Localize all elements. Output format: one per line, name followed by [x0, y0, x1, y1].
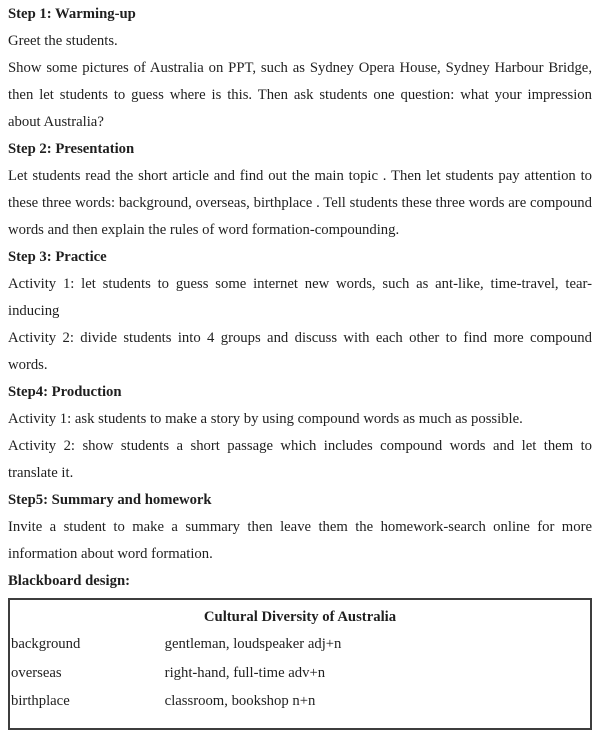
- blackboard-examples: gentleman, loudspeaker adj+n: [164, 636, 342, 652]
- blackboard-row: [10, 659, 590, 688]
- blackboard-title: Cultural Diversity of Australia: [203, 609, 397, 625]
- heading-step-1: Step 1: Warming-up: [8, 6, 136, 22]
- blackboard-term: birthplace: [11, 693, 70, 710]
- paragraph-practice-activity-1: Activity 1: let students to guess some internet new words, such as ant-like, time-travel, tear-inducing: [8, 276, 592, 319]
- paragraph-greet: Greet the students.: [8, 33, 118, 49]
- heading-step-3: Step 3: Practice: [8, 249, 107, 265]
- blackboard-examples: classroom, bookshop n+n: [164, 693, 316, 710]
- heading-step-5: Step5: Summary and homework: [8, 492, 212, 508]
- blackboard-term: background: [11, 636, 81, 652]
- heading-step-2: Step 2: Presentation: [8, 141, 135, 157]
- blackboard-examples: right-hand, full-time adv+n: [164, 664, 326, 681]
- blackboard-box: [8, 598, 592, 730]
- paragraph-summary-homework: Invite a student to make a summary then leave them the homework-search online for more information about word formation.: [8, 519, 592, 562]
- heading-blackboard-design: Blackboard design:: [8, 573, 131, 589]
- paragraph-presentation: Let students read the short article and find out the main topic . Then let students pay attention to these three words: background, overseas, birthplace . Tell students these three words are compound words and then explain the rules of word formation-compounding.: [8, 168, 592, 238]
- blackboard-term: overseas: [11, 664, 62, 681]
- paragraph-production-activity-2: Activity 2: show students a short passage which includes compound words and let them to translate it.: [8, 438, 592, 481]
- paragraph-practice-activity-2: Activity 2: divide students into 4 groups and discuss with each other to find more compound words.: [8, 330, 592, 373]
- heading-step-4: Step4: Production: [8, 384, 122, 400]
- blackboard-row: [10, 687, 590, 716]
- paragraph-production-activity-1: Activity 1: ask students to make a story by using compound words as much as possible.: [8, 411, 523, 427]
- blackboard-row: [10, 630, 590, 659]
- paragraph-warmup-activity: Show some pictures of Australia on PPT, such as Sydney Opera House, Sydney Harbour Bridge, then let students to guess where is this. Then ask students one question: what your impression about Australia?: [8, 60, 592, 130]
